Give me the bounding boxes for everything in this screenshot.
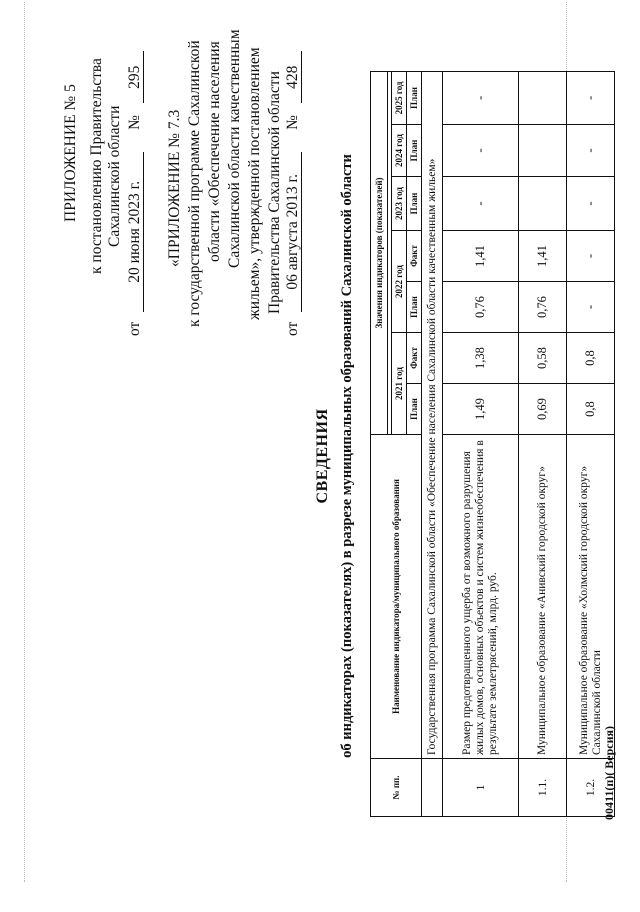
header-fact: Факт (407, 333, 422, 384)
header-plan: План (407, 177, 422, 231)
value-cell: - (567, 231, 615, 282)
resolution-number: 295 (127, 51, 144, 103)
header-year: 2025 год (392, 71, 407, 124)
table-row (519, 71, 567, 816)
header-indicator-values: Значения индикаторов (показателей) (371, 71, 388, 434)
document-title: СВЕДЕНИЯ (314, 408, 331, 504)
row-number: 1.1. (519, 759, 567, 817)
header-year: 2024 год (392, 125, 407, 177)
header-indicator-name: Наименование индикатора/муниципального образования (371, 435, 422, 759)
value-cell (519, 71, 567, 124)
header-fact: Факт (407, 231, 422, 282)
document-code: 00411(п)( Версия) (602, 726, 616, 820)
header-year: 2022 год (392, 231, 407, 333)
sub-appendix-line: Сахалинской области качественным (226, 29, 243, 268)
number-sign: № (284, 115, 301, 130)
table-row (443, 71, 519, 816)
region-line: Сахалинской области (106, 105, 123, 247)
sub-appendix-heading: «ПРИЛОЖЕНИЕ № 7.3 (166, 109, 183, 267)
value-cell: 0,8 (567, 384, 615, 435)
row-number: 1 (443, 759, 519, 817)
indicator-table (370, 71, 615, 817)
value-cell: - (443, 71, 519, 124)
program-row (422, 71, 443, 816)
header-year: 2023 год (392, 177, 407, 231)
header-plan: План (407, 282, 422, 333)
value-cell: - (443, 125, 519, 177)
program-name: Государственная программа Сахалинской области «Обеспечение населения Сахалинской области качественным жильем» (422, 71, 443, 758)
resolution-date: 20 июня 2023 г. (127, 152, 144, 312)
row-number: 1.2. (567, 759, 615, 817)
sub-appendix-line: жильем», утвержденной постановлением (246, 47, 263, 320)
value-cell: - (567, 177, 615, 231)
row-indicator-name: Размер предотвращенного ущерба от возможного разрушения жилых домов, основных объектов и систем жизнеобеспечения в результате землетрясений, млрд. руб. (443, 435, 519, 759)
sub-appendix-line: области «Обеспечение населения (206, 41, 223, 262)
header-plan: План (407, 384, 422, 435)
scan-noise (24, 2, 25, 882)
value-cell: - (567, 71, 615, 124)
approval-date: 06 августа 2013 г. (285, 152, 302, 312)
value-cell: 0,76 (443, 282, 519, 333)
header-plan: План (407, 71, 422, 124)
approval-number: 428 (285, 51, 302, 103)
value-cell: 0,76 (519, 282, 567, 333)
resolution-line: к постановлению Правительства (88, 58, 105, 274)
table-row (567, 71, 615, 816)
value-cell: 1,41 (443, 231, 519, 282)
appendix-heading: ПРИЛОЖЕНИЕ № 5 (62, 84, 79, 222)
value-cell (519, 125, 567, 177)
value-cell: 1,41 (519, 231, 567, 282)
from-word: от (126, 321, 143, 336)
value-cell: - (443, 177, 519, 231)
header-year: 2021 год (392, 333, 407, 435)
sub-appendix-line: Правительства Сахалинской области (266, 71, 283, 314)
from-word: от (284, 321, 301, 336)
approval-date-line (284, 51, 302, 336)
value-cell (519, 177, 567, 231)
value-cell: 0,8 (567, 333, 615, 384)
value-cell: 0,69 (519, 384, 567, 435)
value-cell: 0,58 (519, 333, 567, 384)
value-cell: 1,38 (443, 333, 519, 384)
sub-appendix-line: к государственной программе Сахалинской (186, 40, 203, 327)
row-indicator-name: Муниципальное образование «Анивский городской округ» (519, 435, 567, 759)
header-plan: План (407, 125, 422, 177)
program-row-number-cell (422, 759, 443, 817)
document-subtitle: об индикаторах (показателях) в разрезе муниципальных образований Сахалинской области (339, 154, 355, 758)
value-cell: - (567, 125, 615, 177)
value-cell: 1,49 (443, 384, 519, 435)
resolution-date-line (126, 51, 144, 336)
header-number: № пп. (371, 759, 422, 817)
number-sign: № (126, 115, 143, 130)
value-cell: - (567, 282, 615, 333)
row-indicator-name: Муниципальное образование «Холмский городской округ» Сахалинской области (567, 435, 615, 759)
